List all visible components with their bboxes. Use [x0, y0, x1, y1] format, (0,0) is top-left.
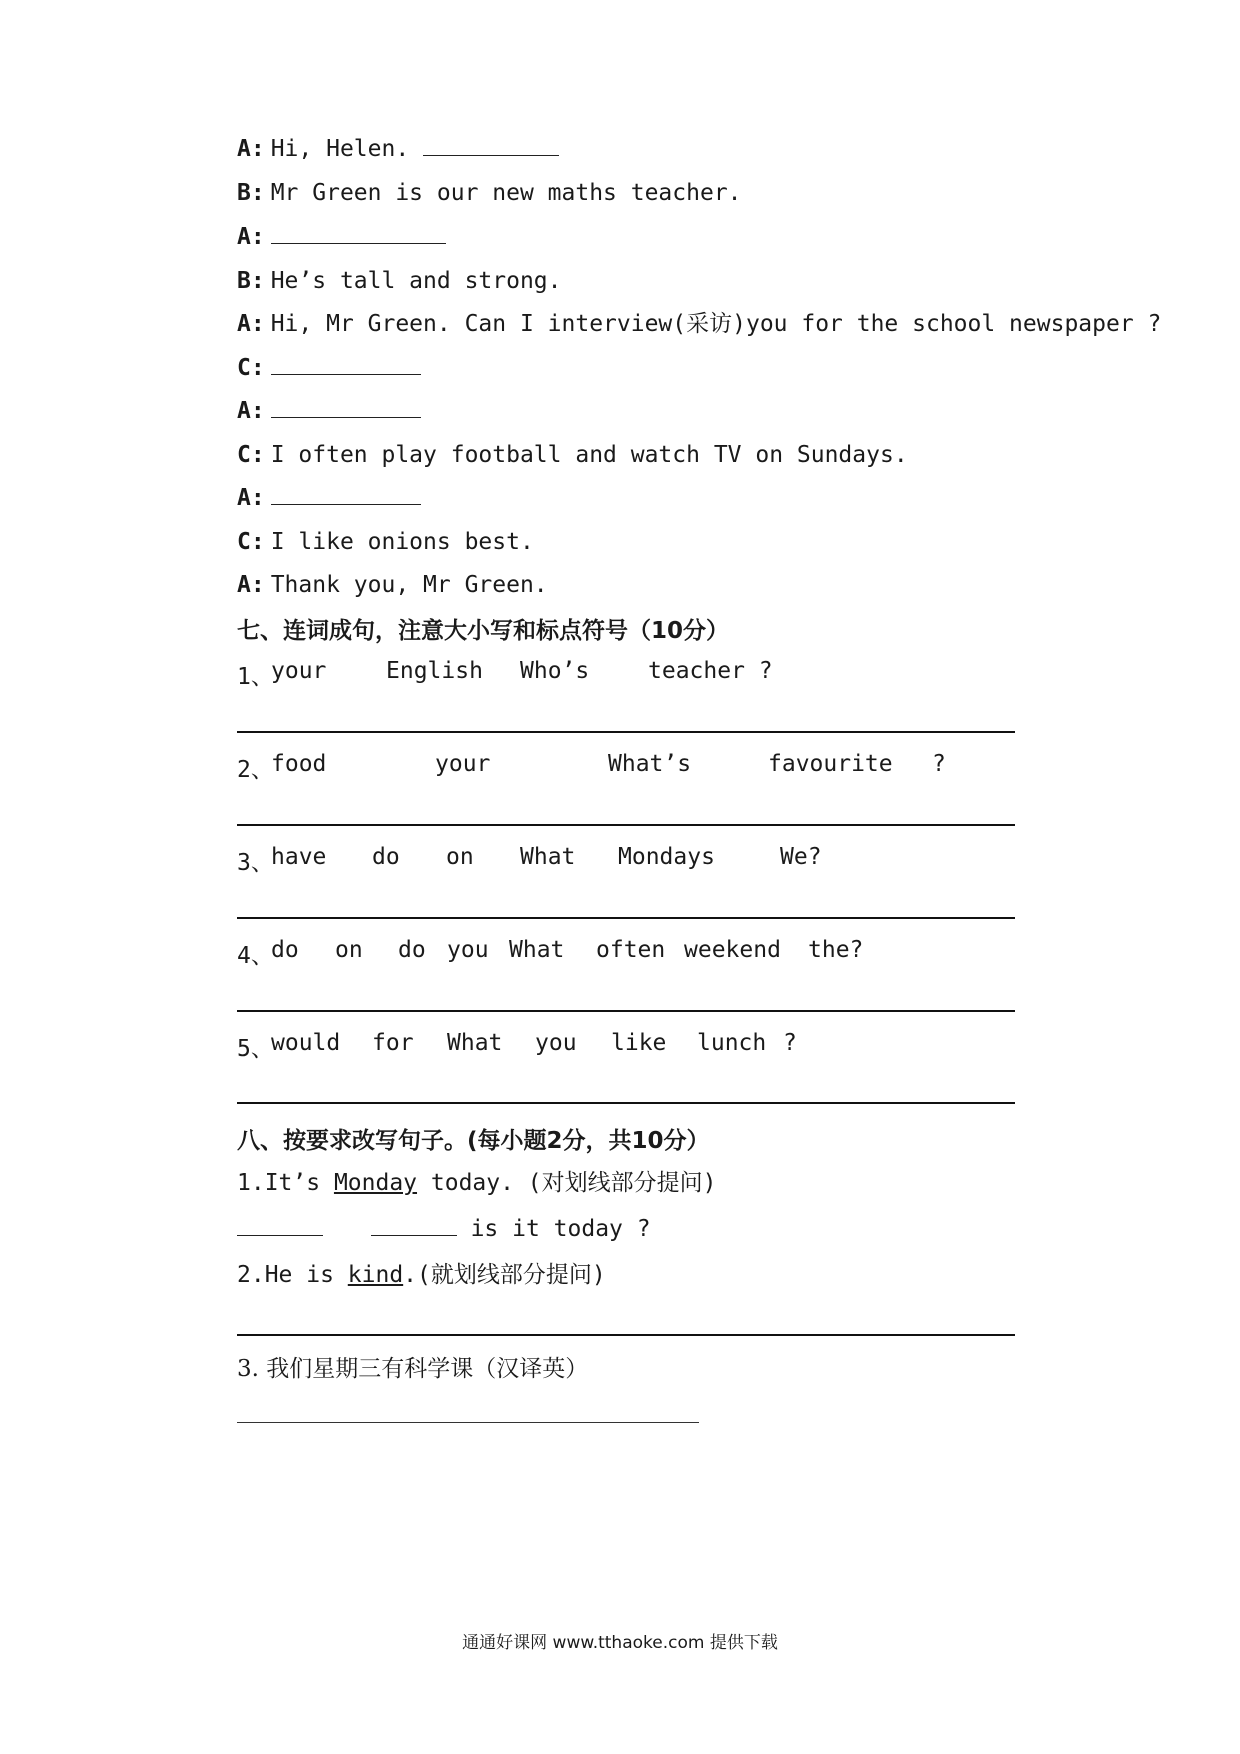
answer-line-q3[interactable] — [237, 1422, 699, 1423]
scrambled-word: your — [271, 658, 327, 684]
section-8-question-3: 3. 我们星期三有科学课（汉译英） — [237, 1356, 589, 1382]
speaker-label: B: — [237, 180, 265, 206]
dialogue-line — [237, 396, 421, 426]
scrambled-word: like — [611, 1030, 667, 1056]
answer-blank[interactable] — [371, 1217, 457, 1236]
scrambled-word: do — [372, 844, 400, 870]
dialogue-text: I often play football and watch TV on Sundays. — [270, 442, 908, 468]
dialogue-line — [237, 178, 742, 208]
scrambled-word: English — [386, 658, 483, 684]
answer-blank[interactable] — [271, 356, 421, 375]
scrambled-word: food — [271, 751, 327, 777]
answer-line[interactable] — [237, 1010, 1015, 1012]
scrambled-word: do — [398, 937, 426, 963]
answer-line[interactable] — [237, 731, 1015, 733]
dialogue-line — [237, 134, 559, 164]
section-7-title: 七、连词成句，注意大小写和标点符号（10分） — [237, 618, 730, 644]
speaker-label: B: — [237, 268, 265, 294]
scrambled-word: Who’s — [520, 658, 590, 684]
dialogue-text: Hi, Mr Green. Can I interview(采访)you for the school newspaper ? — [270, 311, 1162, 337]
section-8-title: 八、按要求改写句子。(每小题2分，共10分） — [237, 1128, 710, 1154]
item-number: 1、 — [237, 664, 274, 690]
scrambled-word: What — [509, 937, 565, 963]
scrambled-word: ? — [932, 751, 946, 777]
dialogue-text: Mr Green is our new maths teacher. — [270, 180, 742, 206]
scrambled-word: your — [435, 751, 491, 777]
scrambled-word: What’s — [608, 751, 692, 777]
scrambled-word: would — [271, 1030, 341, 1056]
scrambled-word: We? — [780, 844, 822, 870]
dialogue-text: I like onions best. — [270, 529, 534, 555]
scrambled-word: on — [446, 844, 474, 870]
dialogue-line — [237, 222, 446, 252]
speaker-label: C: — [237, 442, 265, 468]
speaker-label: A: — [237, 398, 265, 424]
item-number: 4、 — [237, 943, 274, 969]
speaker-label: A: — [237, 311, 265, 337]
scrambled-word: do — [271, 937, 299, 963]
section-8-question-1: 1.It’s Monday today. (对划线部分提问) — [237, 1170, 717, 1196]
scrambled-word: lunch — [697, 1030, 767, 1056]
scrambled-word: on — [335, 937, 363, 963]
answer-line[interactable] — [237, 824, 1015, 826]
dialogue-line — [237, 266, 562, 296]
answer-blank[interactable] — [271, 399, 421, 418]
scrambled-word: What — [447, 1030, 503, 1056]
dialogue-line — [237, 527, 534, 557]
dialogue-text: Thank you, Mr Green. — [270, 572, 548, 598]
scrambled-word: you — [535, 1030, 577, 1056]
speaker-label: A: — [237, 224, 265, 250]
answer-blank[interactable] — [423, 137, 559, 156]
dialogue-line — [237, 309, 1161, 339]
section-8-answer-1: is it today ? — [237, 1214, 651, 1244]
scrambled-word: you — [447, 937, 489, 963]
scrambled-word: weekend — [684, 937, 781, 963]
dialogue-line — [237, 440, 908, 470]
speaker-label: A: — [237, 572, 265, 598]
item-number: 2、 — [237, 757, 274, 783]
answer-blank[interactable] — [271, 225, 446, 244]
item-number: 3、 — [237, 850, 274, 876]
answer-blank[interactable] — [271, 486, 421, 505]
item-number: 5、 — [237, 1036, 274, 1062]
dialogue-text: Hi, Helen. — [270, 136, 410, 162]
scrambled-word: teacher ? — [648, 658, 773, 684]
scrambled-word: What — [520, 844, 576, 870]
answer-blank[interactable] — [237, 1217, 323, 1236]
scrambled-word: Mondays — [618, 844, 715, 870]
scrambled-word: the? — [808, 937, 864, 963]
answer-line[interactable] — [237, 917, 1015, 919]
scrambled-word: have — [271, 844, 327, 870]
answer-line-q2[interactable] — [237, 1334, 1015, 1336]
scrambled-word: favourite — [768, 751, 893, 777]
footer-download-note: 通通好课网 www.tthaoke.com 提供下载 — [462, 1633, 778, 1653]
section-8-question-2: 2.He is kind.(就划线部分提问) — [237, 1262, 606, 1288]
speaker-label: C: — [237, 529, 265, 555]
dialogue-line — [237, 483, 421, 513]
speaker-label: C: — [237, 355, 265, 381]
scrambled-word: often — [596, 937, 666, 963]
dialogue-line — [237, 353, 421, 383]
speaker-label: A: — [237, 136, 265, 162]
dialogue-line — [237, 570, 548, 600]
scrambled-word: for — [372, 1030, 414, 1056]
answer-line[interactable] — [237, 1102, 1015, 1104]
dialogue-text: He’s tall and strong. — [270, 268, 562, 294]
speaker-label: A: — [237, 485, 265, 511]
scrambled-word: ? — [783, 1030, 797, 1056]
